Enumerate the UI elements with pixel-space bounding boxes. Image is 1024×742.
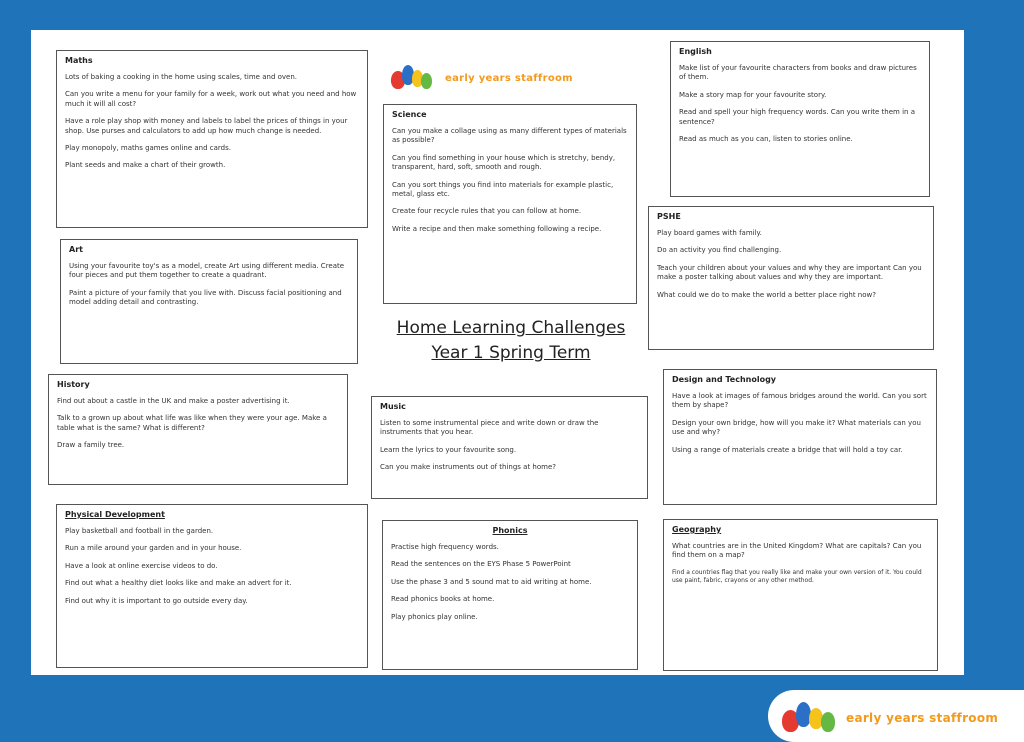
hands-icon xyxy=(391,65,435,91)
page-title xyxy=(381,316,641,365)
physical-development-box xyxy=(56,504,368,668)
history-heading: History xyxy=(57,380,90,389)
history-item: Draw a family tree. xyxy=(57,441,125,450)
pshe-item: Teach your children about your values and why they are important Can you make a poster talking about values and why they are important. xyxy=(657,263,922,282)
phonics-heading: Phonics xyxy=(492,526,528,535)
art-item: Using your favourite toy's as a model, create Art using different media. Create four pieces and put them together to create a quadrant. xyxy=(69,261,345,280)
physical-development-item: Play basketball and football in the garden. xyxy=(65,526,214,535)
geography-item: Find a countries flag that you really like and make your own version of it. You could use paint, fabric, crayons or any other method. xyxy=(672,568,922,584)
music-heading: Music xyxy=(380,402,406,411)
english-item: Read as much as you can, listen to stories online. xyxy=(679,134,853,143)
art-item: Paint a picture of your family that you live with. Discuss facial positioning and model adding detail and contrasting. xyxy=(69,288,342,307)
pshe-item: What could we do to make the world a better place right now? xyxy=(657,290,876,299)
english-item: Read and spell your high frequency words. Can you write them in a sentence? xyxy=(679,108,915,126)
physical-development-item: Run a mile around your garden and in your house. xyxy=(65,544,242,553)
science-heading: Science xyxy=(392,110,427,119)
pshe-box xyxy=(648,206,934,350)
science-item: Can you sort things you find into materials for example plastic, metal, glass etc. xyxy=(392,180,614,198)
title-line-1: Home Learning Challenges xyxy=(396,318,626,338)
history-item: Find out about a castle in the UK and make a poster advertising it. xyxy=(57,396,290,405)
maths-item: Can you write a menu for your family for a week, work out what you need and how much it will all cost? xyxy=(65,90,357,108)
design-technology-item: Design your own bridge, how will you make it? What materials can you use and why? xyxy=(672,418,921,437)
design-technology-item: Using a range of materials create a bridge that will hold a toy car. xyxy=(672,445,903,454)
maths-item: Play monopoly, maths games online and cards. xyxy=(65,143,231,152)
music-item: Can you make instruments out of things at home? xyxy=(380,463,556,472)
art-heading: Art xyxy=(69,245,83,254)
history-box xyxy=(48,374,348,485)
maths-item: Lots of baking a cooking in the home using scales, time and oven. xyxy=(65,72,298,81)
music-item: Listen to some instrumental piece and write down or draw the instruments that you hear. xyxy=(380,418,599,437)
phonics-item: Practise high frequency words. xyxy=(391,542,499,551)
phonics-item: Read the sentences on the EYS Phase 5 PowerPoint xyxy=(391,560,571,569)
pshe-heading: PSHE xyxy=(657,212,681,221)
design-technology-heading: Design and Technology xyxy=(672,375,777,384)
design-technology-item: Have a look at images of famous bridges around the world. Can you sort them by shape? xyxy=(672,391,927,410)
science-box xyxy=(383,104,637,304)
maths-box xyxy=(56,50,368,228)
physical-development-item: Have a look at online exercise videos to do. xyxy=(65,561,218,570)
art-box xyxy=(60,239,358,364)
geography-heading: Geography xyxy=(672,525,722,534)
geography-box xyxy=(663,519,938,671)
science-item: Write a recipe and then make something following a recipe. xyxy=(392,224,602,233)
science-item: Can you find something in your house which is stretchy, bendy, transparent, hard, soft, smooth and rough. xyxy=(392,153,616,172)
science-item: Can you make a collage using as many different types of materials as possible? xyxy=(392,126,627,145)
geography-item: What countries are in the United Kingdom? What are capitals? Can you find them on a map? xyxy=(672,541,922,560)
title-line-2: Year 1 Spring Term xyxy=(431,342,591,363)
design-technology-box xyxy=(663,369,937,505)
history-item: Talk to a grown up about what life was like when they were your age. Make a table what is the same? What is different? xyxy=(57,414,327,432)
maths-item: Have a role play shop with money and labels to label the prices of things in your shop. Use purses and calculators to add up how much change is needed. xyxy=(65,117,348,135)
footer-brand-name: early years staffroom xyxy=(846,711,999,725)
pshe-item: Play board games with family. xyxy=(657,228,762,237)
english-heading: English xyxy=(679,47,712,56)
physical-development-heading: Physical Development xyxy=(65,510,165,519)
phonics-item: Use the phase 3 and 5 sound mat to aid writing at home. xyxy=(391,577,592,586)
music-box xyxy=(371,396,648,499)
phonics-item: Read phonics books at home. xyxy=(391,595,495,604)
maths-item: Plant seeds and make a chart of their growth. xyxy=(65,161,226,170)
phonics-item: Play phonics play online. xyxy=(391,612,478,621)
hands-icon xyxy=(782,702,840,734)
maths-heading: Maths xyxy=(65,56,93,65)
physical-development-item: Find out why it is important to go outside every day. xyxy=(65,596,248,605)
worksheet-page xyxy=(31,30,964,675)
science-item: Create four recycle rules that you can follow at home. xyxy=(392,207,582,216)
footer-brand-logo xyxy=(768,690,1024,742)
english-item: Make a story map for your favourite story. xyxy=(679,90,827,99)
physical-development-item: Find out what a healthy diet looks like and make an advert for it. xyxy=(65,579,292,588)
music-item: Learn the lyrics to your favourite song. xyxy=(380,445,517,454)
phonics-box xyxy=(382,520,638,670)
brand-name: early years staffroom xyxy=(445,72,573,84)
english-item: Make list of your favourite characters from books and draw pictures of them. xyxy=(679,63,917,82)
english-box xyxy=(670,41,930,197)
brand-logo xyxy=(391,65,573,91)
pshe-item: Do an activity you find challenging. xyxy=(657,246,782,255)
